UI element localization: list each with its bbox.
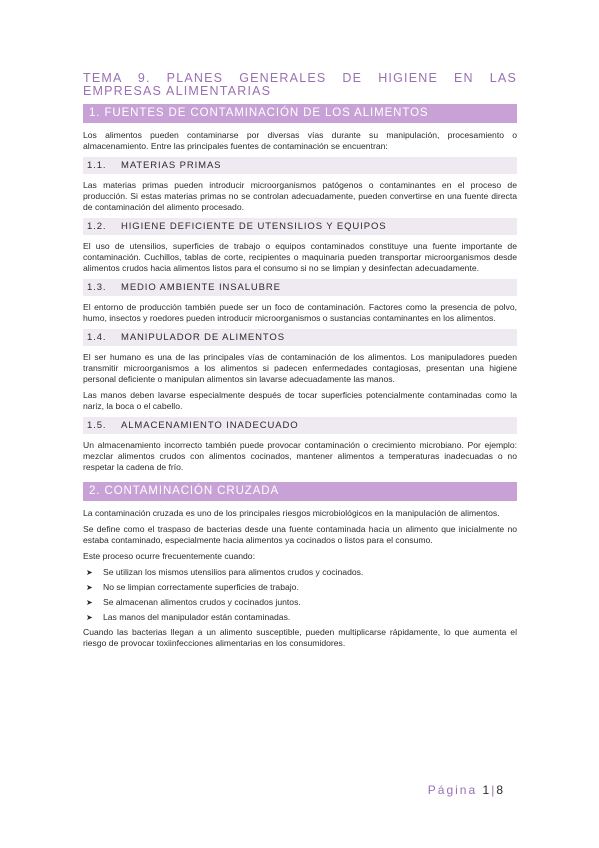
subsection-title: HIGIENE DEFICIENTE DE UTENSILIOS Y EQUIPOS (121, 221, 387, 232)
subsection-heading-higiene-utensilios (83, 218, 517, 235)
subsection-number: 1.4. (87, 332, 107, 343)
paragraph: Un almacenamiento incorrecto también puede provocar contaminación o crecimiento microbiano. Por ejemplo: mezclar alimentos crudos con alimentos cocinados, mantener alimentos a temperaturas inadecuadas o no respetar la cadena de frío. (83, 440, 517, 472)
subsection-number: 1.3. (87, 282, 107, 293)
paragraph: Cuando las bacterias llegan a un alimento susceptible, pueden multiplicarse rápidamente, lo que aumenta el riesgo de provocar toxiinfecciones alimentarias en los consumidores. (83, 627, 517, 648)
list-item (83, 582, 517, 593)
paragraph: El ser humano es una de las principales vías de contaminación de los alimentos. Los manipuladores pueden transmitir microorganismos a los alimentos si padecen enfermedades contagiosas, presentan una higiene personal deficiente o manipulan alimentos sin lavarse adecuadamente las manos. (83, 352, 517, 384)
list-item (83, 597, 517, 608)
page-number: 1 (482, 783, 492, 797)
page-total: 8 (496, 783, 505, 797)
section-heading-contaminacion-cruzada: 2. CONTAMINACIÓN CRUZADA (83, 482, 517, 501)
list-item (83, 612, 517, 623)
section-heading-fuentes: 1. FUENTES DE CONTAMINACIÓN DE LOS ALIMENTOS (83, 104, 517, 123)
subsection-heading-materias-primas (83, 157, 517, 174)
document-page (83, 72, 517, 654)
subsection-title: MATERIAS PRIMAS (121, 160, 222, 171)
section-intro: Los alimentos pueden contaminarse por diversas vías durante su manipulación, procesamiento o almacenamiento. Entre las principales fuentes de contaminación se encuentran: (83, 130, 517, 151)
subsection-title: ALMACENAMIENTO INADECUADO (121, 420, 299, 431)
list-item-text: No se limpian correctamente superficies de trabajo. (103, 582, 299, 592)
page-label: Página (427, 783, 478, 797)
paragraph: Se define como el traspaso de bacterias desde una fuente contaminada hacia un alimento que inicialmente no estaba contaminado, especialmente hacia alimentos ya cocinados o listos para el consumo. (83, 524, 517, 545)
paragraph: El entorno de producción también puede ser un foco de contaminación. Factores como la presencia de polvo, humo, insectos y roedores pueden introducir microorganismos o sustancias contaminantes en los alimentos. (83, 302, 517, 323)
subsection-heading-manipulador (83, 329, 517, 346)
subsection-heading-medio-ambiente (83, 279, 517, 296)
subsection-title: MANIPULADOR DE ALIMENTOS (121, 332, 285, 343)
bullet-list (83, 567, 517, 623)
paragraph: El uso de utensilios, superficies de trabajo o equipos contaminados constituye una fuente importante de contaminación. Cuchillos, tablas de corte, recipientes o maquinaria pueden transportar microorganismos desde alimentos crudos hacia alimentos listos para el consumo si no se limpian y desinfectan adecuadamente. (83, 241, 517, 273)
subsection-number: 1.1. (87, 160, 107, 171)
paragraph: La contaminación cruzada es uno de los principales riesgos microbiológicos en la manipulación de alimentos. (83, 508, 500, 518)
subsection-number: 1.2. (87, 221, 107, 232)
arrow-bullet-icon: ➤ (86, 613, 93, 622)
arrow-bullet-icon: ➤ (86, 598, 93, 607)
page-footer (428, 783, 505, 797)
subsection-heading-almacenamiento (83, 417, 517, 434)
paragraph: Las manos deben lavarse especialmente después de tocar superficies potencialmente contaminadas como la nariz, la boca o el cabello. (83, 390, 517, 411)
list-item-text: Se utilizan los mismos utensilios para alimentos crudos y cocinados. (103, 567, 364, 577)
list-item (83, 567, 517, 578)
arrow-bullet-icon: ➤ (86, 583, 93, 592)
list-item-text: Se almacenan alimentos crudos y cocinados juntos. (103, 597, 301, 607)
paragraph: Este proceso ocurre frecuentemente cuando: (83, 551, 255, 561)
subsection-title: MEDIO AMBIENTE INSALUBRE (121, 282, 281, 293)
list-item-text: Las manos del manipulador están contaminadas. (103, 612, 291, 622)
page-separator: | (491, 783, 497, 797)
document-title: TEMA 9. PLANES GENERALES DE HIGIENE EN LAS EMPRESAS ALIMENTARIAS (83, 71, 517, 98)
arrow-bullet-icon: ➤ (86, 568, 93, 577)
paragraph: Las materias primas pueden introducir microorganismos patógenos o contaminantes en el proceso de producción. Si estas materias primas no se controlan adecuadamente, pueden convertirse en una fuente directa de contaminación del alimento procesado. (83, 180, 517, 212)
subsection-number: 1.5. (87, 420, 107, 431)
